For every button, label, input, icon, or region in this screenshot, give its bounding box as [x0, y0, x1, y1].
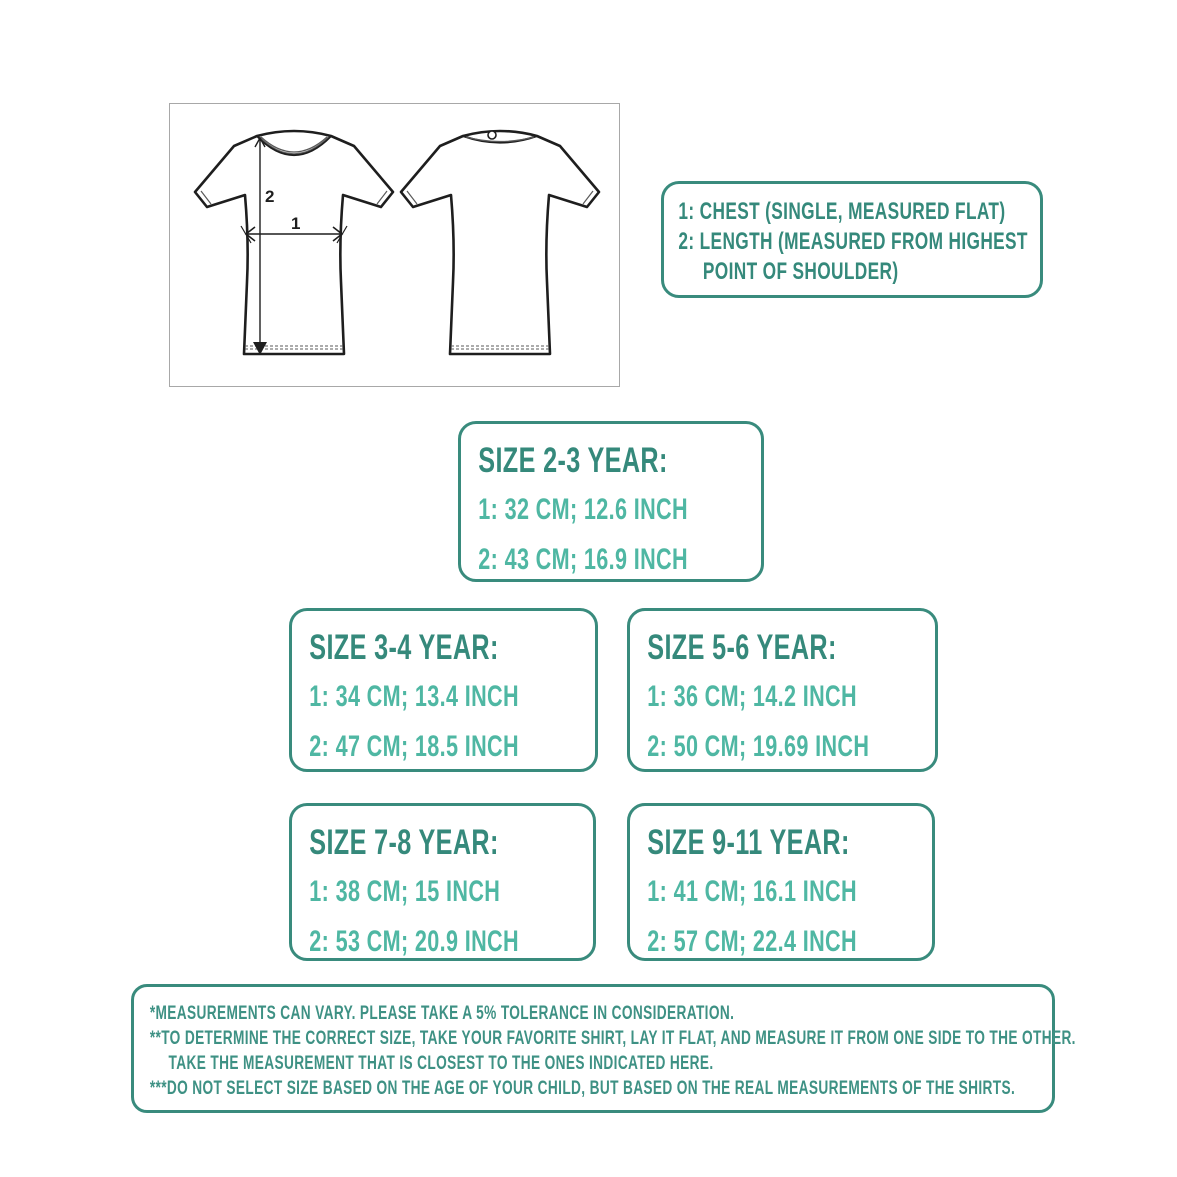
size-box-title: SIZE 7-8 YEAR: — [309, 823, 499, 862]
length-label: 2 — [265, 187, 275, 206]
size-box-title: SIZE 3-4 YEAR: — [309, 628, 499, 667]
legend-line-chest: 1: CHEST (SINGLE, MEASURED FLAT) — [678, 198, 1006, 225]
size-box-length: 2: 43 CM; 16.9 INCH — [478, 543, 688, 576]
tshirt-diagram-frame — [169, 103, 620, 387]
tshirt-front-drawing — [195, 131, 393, 355]
note-how-to-measure-cont: TAKE THE MEASUREMENT THAT IS CLOSEST TO THE ONES INDICATED HERE. — [168, 1053, 714, 1074]
size-box-2-3-year — [458, 421, 764, 582]
size-box-length: 2: 53 CM; 20.9 INCH — [309, 925, 519, 958]
size-box-title: SIZE 9-11 YEAR: — [647, 823, 850, 862]
size-box-chest: 1: 34 CM; 13.4 INCH — [309, 680, 519, 713]
legend-line-length-cont: POINT OF SHOULDER) — [702, 258, 899, 285]
tshirt-diagram — [170, 104, 621, 388]
hanger-loop — [488, 131, 496, 139]
chest-label: 1 — [291, 214, 301, 233]
measurement-legend-box — [661, 181, 1043, 298]
size-box-chest: 1: 32 CM; 12.6 INCH — [478, 493, 688, 526]
size-box-3-4-year — [289, 608, 598, 772]
notes-box — [131, 984, 1076, 1113]
size-box-9-11-year — [627, 803, 935, 961]
note-age-warning: ***DO NOT SELECT SIZE BASED ON THE AGE OF YOUR CHILD, BUT BASED ON THE REAL MEASUREMENTS OF THE SHIRTS. — [149, 1078, 1016, 1099]
size-box-title: SIZE 5-6 YEAR: — [647, 628, 837, 667]
tshirt-back-drawing — [401, 131, 599, 354]
size-box-length: 2: 50 CM; 19.69 INCH — [647, 730, 870, 763]
size-box-length: 2: 47 CM; 18.5 INCH — [309, 730, 519, 763]
size-box-chest: 1: 41 CM; 16.1 INCH — [647, 875, 857, 908]
size-box-title: SIZE 2-3 YEAR: — [478, 441, 668, 480]
size-box-length: 2: 57 CM; 22.4 INCH — [647, 925, 857, 958]
note-how-to-measure: **TO DETERMINE THE CORRECT SIZE, TAKE YOUR FAVORITE SHIRT, LAY IT FLAT, AND MEASURE IT FROM ONE SIDE TO THE OTHER. — [149, 1028, 1076, 1049]
size-box-chest: 1: 36 CM; 14.2 INCH — [647, 680, 857, 713]
size-box-5-6-year — [627, 608, 938, 772]
note-tolerance: *MEASUREMENTS CAN VARY. PLEASE TAKE A 5% TOLERANCE IN CONSIDERATION. — [149, 1003, 735, 1024]
legend-line-length: 2: LENGTH (MEASURED FROM HIGHEST — [678, 228, 1028, 255]
size-box-7-8-year — [289, 803, 596, 961]
size-box-chest: 1: 38 CM; 15 INCH — [309, 875, 501, 908]
